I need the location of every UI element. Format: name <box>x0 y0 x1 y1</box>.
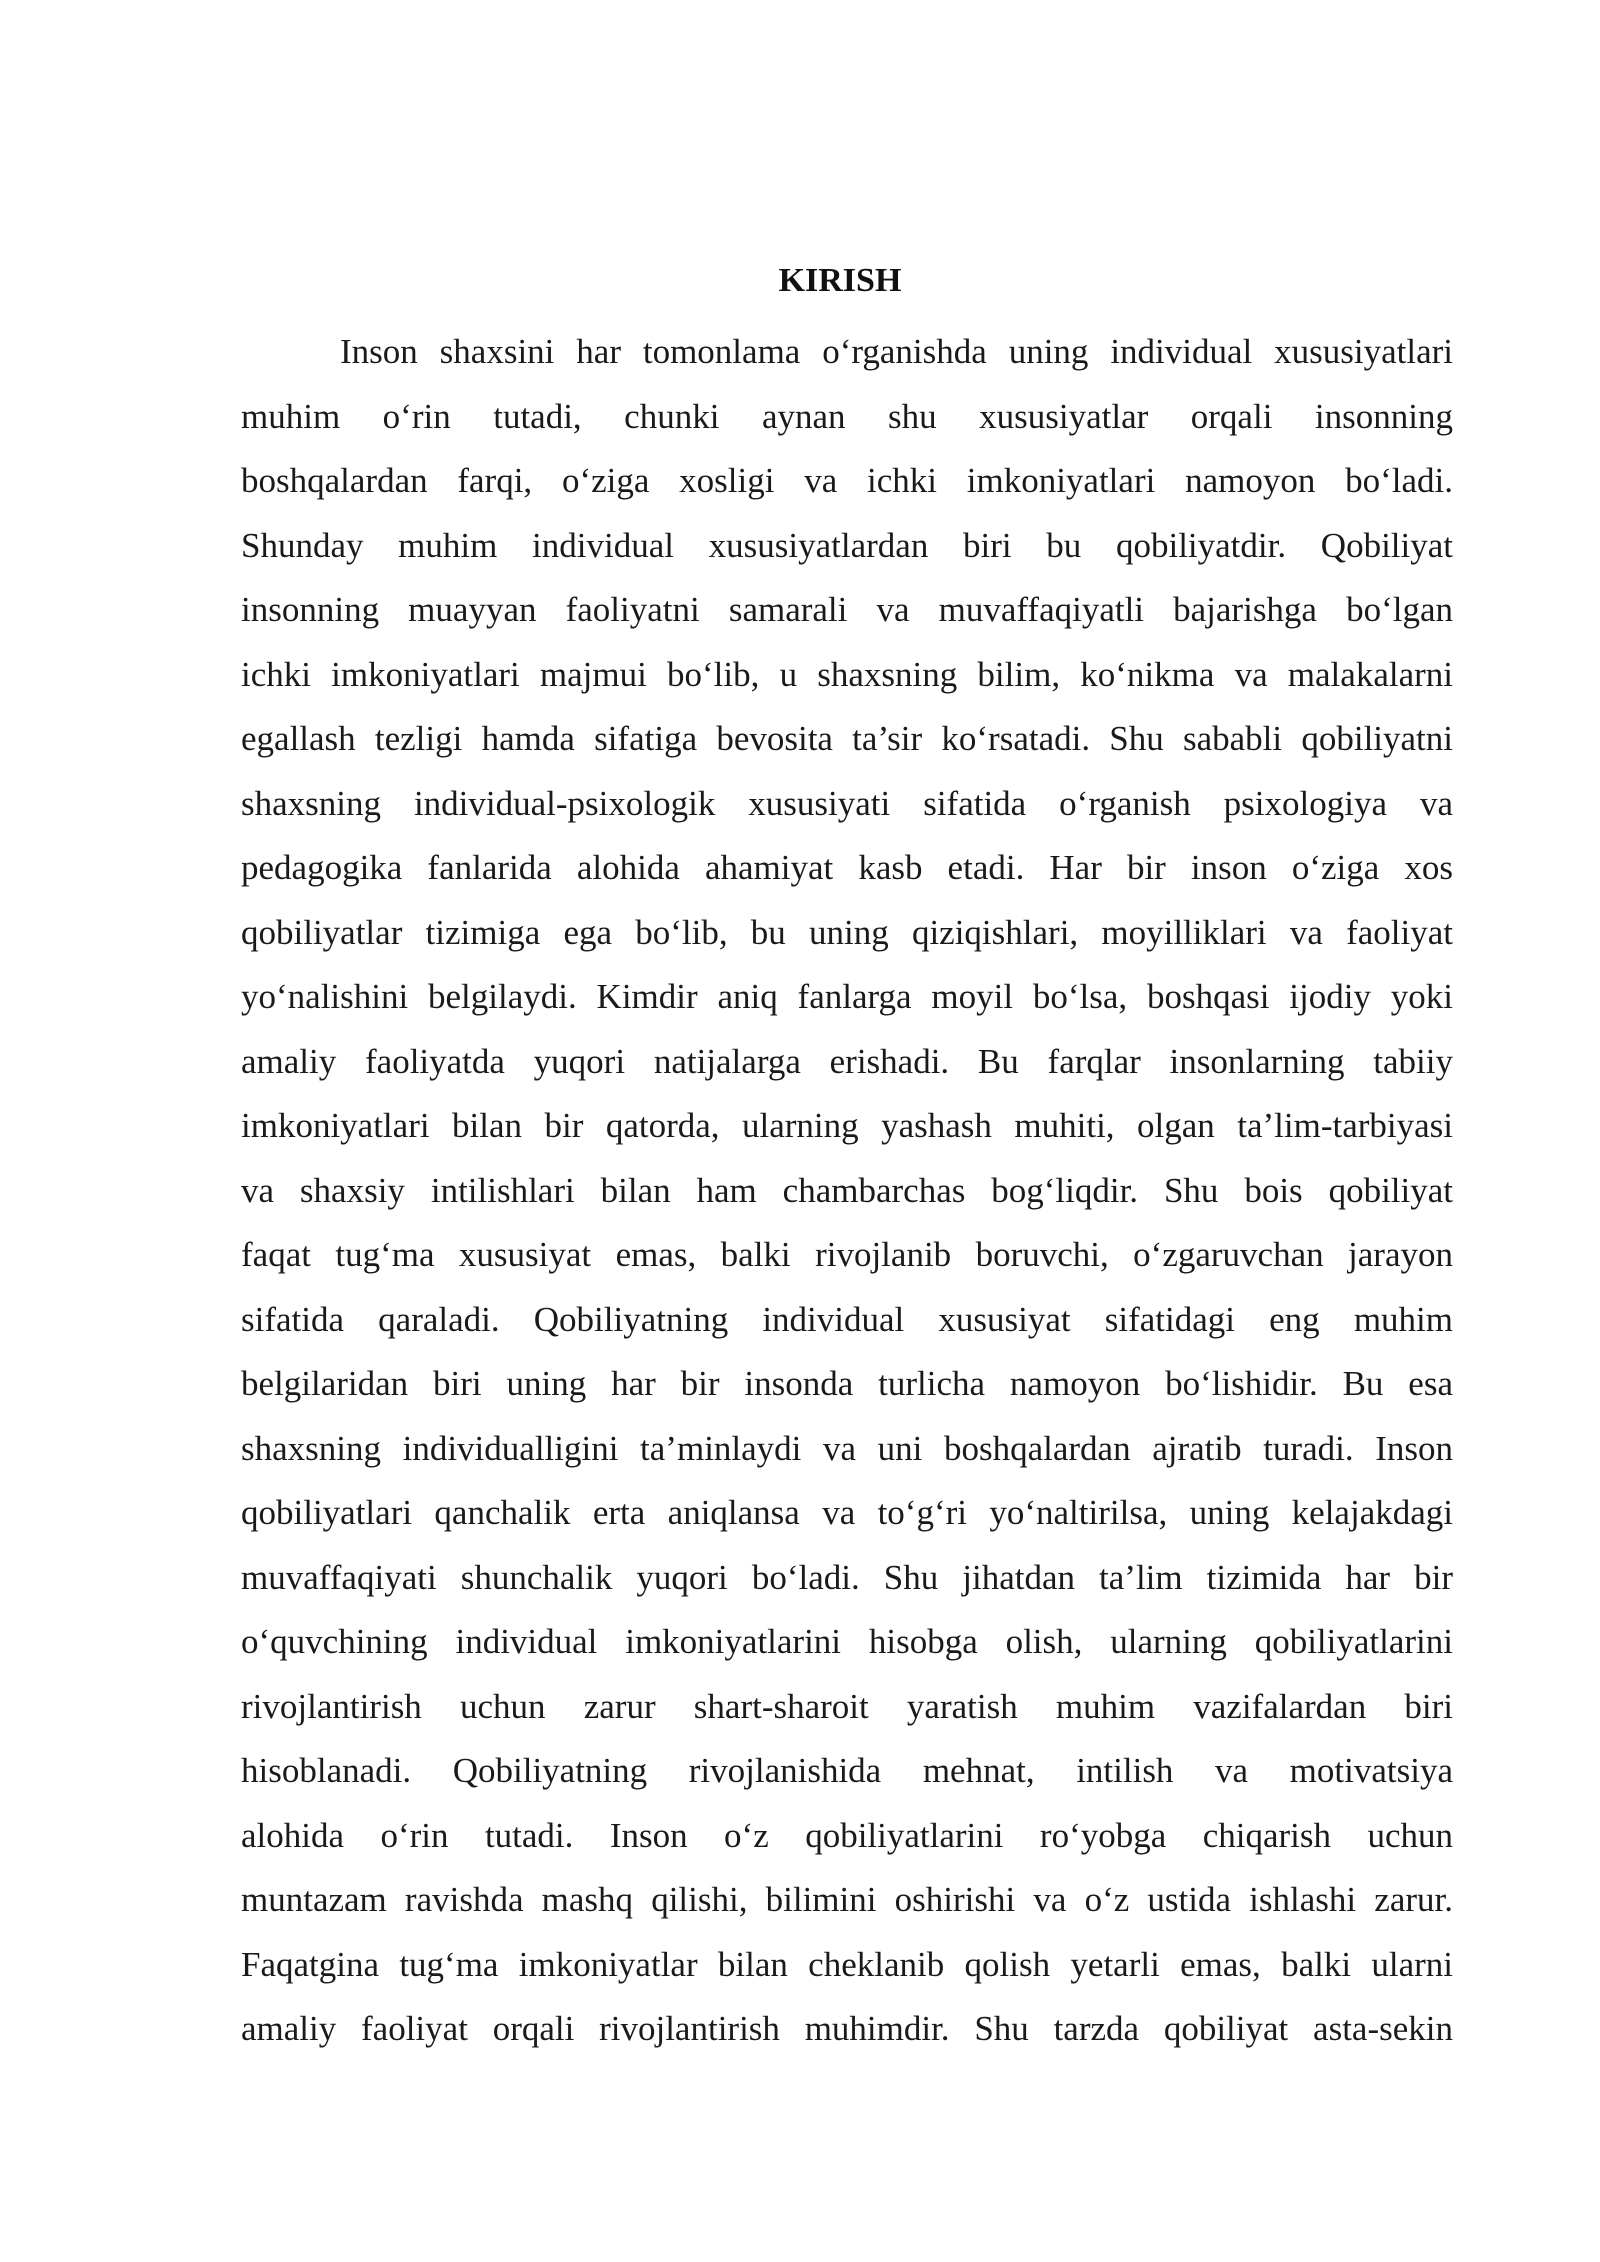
paragraph-line: muntazam ravishda mashq qilishi, bilimini oshirishi va o‘z ustida ishlashi zarur. <box>241 1880 1453 1919</box>
paragraph-line: hisoblanadi. Qobiliyatning rivojlanishida mehnat, intilish va motivatsiya <box>241 1751 1453 1790</box>
paragraph-line: pedagogika fanlarida alohida ahamiyat kasb etadi. Har bir inson o‘ziga xos <box>241 848 1453 887</box>
paragraph-line: imkoniyatlari bilan bir qatorda, ularning yashash muhiti, olgan ta’lim-tarbiyasi <box>241 1106 1453 1145</box>
paragraph-line: muvaffaqiyati shunchalik yuqori bo‘ladi. Shu jihatdan ta’lim tizimida har bir <box>241 1557 1453 1597</box>
paragraph-line: Inson shaxsini har tomonlama o‘rganishda uning individual xususiyatlari <box>340 332 1453 371</box>
paragraph-line: sifatida qaraladi. Qobiliyatning individual xususiyat sifatidagi eng muhim <box>241 1299 1453 1339</box>
paragraph-line: alohida o‘rin tutadi. Inson o‘z qobiliyatlarini ro‘yobga chiqarish uchun <box>241 1815 1453 1855</box>
paragraph-line: faqat tug‘ma xususiyat emas, balki rivojlanib boruvchi, o‘zgaruvchan jarayon <box>241 1235 1453 1274</box>
paragraph-line: egallash tezligi hamda sifatiga bevosita ta’sir ko‘rsatadi. Shu sababli qobiliyatni <box>241 719 1453 758</box>
paragraph-line: shaxsning individualligini ta’minlaydi va uni boshqalardan ajratib turadi. Inson <box>241 1428 1453 1468</box>
paragraph-line: insonning muayyan faoliyatni samarali va muvaffaqiyatli bajarishga bo‘lgan <box>241 590 1453 629</box>
paragraph-line: amaliy faoliyat orqali rivojlantirish muhimdir. Shu tarzda qobiliyat asta-sekin <box>241 2009 1453 2048</box>
paragraph-line: va shaxsiy intilishlari bilan ham chambarchas bog‘liqdir. Shu bois qobiliyat <box>241 1170 1453 1210</box>
paragraph-line: yo‘nalishini belgilaydi. Kimdir aniq fanlarga moyil bo‘lsa, boshqasi ijodiy yoki <box>241 977 1453 1016</box>
paragraph-line: Shunday muhim individual xususiyatlardan biri bu qobiliyatdir. Qobiliyat <box>241 525 1453 565</box>
body-paragraph <box>241 320 1453 2062</box>
paragraph-line: rivojlantirish uchun zarur shart-sharoit yaratish muhim vazifalardan biri <box>241 1686 1453 1726</box>
paragraph-line: Faqatgina tug‘ma imkoniyatlar bilan cheklanib qolish yetarli emas, balki ularni <box>241 1944 1453 1984</box>
page-heading: KIRISH <box>778 262 902 299</box>
paragraph-line: o‘quvchining individual imkoniyatlarini hisobga olish, ularning qobiliyatlarini <box>241 1622 1453 1661</box>
paragraph-line: ichki imkoniyatlari majmui bo‘lib, u shaxsning bilim, ko‘nikma va malakalarni <box>241 654 1453 694</box>
paragraph-line: boshqalardan farqi, o‘ziga xosligi va ichki imkoniyatlari namoyon bo‘ladi. <box>241 461 1453 500</box>
paragraph-line: qobiliyatlar tizimiga ega bo‘lib, bu uning qiziqishlari, moyilliklari va faoliyat <box>241 912 1453 952</box>
paragraph-line: belgilaridan biri uning har bir insonda turlicha namoyon bo‘lishidir. Bu esa <box>241 1364 1453 1403</box>
paragraph-line: qobiliyatlari qanchalik erta aniqlansa va to‘g‘ri yo‘naltirilsa, uning kelajakdagi <box>241 1493 1453 1532</box>
paragraph-line: amaliy faoliyatda yuqori natijalarga erishadi. Bu farqlar insonlarning tabiiy <box>241 1041 1453 1081</box>
paragraph-line: shaxsning individual-psixologik xususiyati sifatida o‘rganish psixologiya va <box>241 783 1453 823</box>
paragraph-line: muhim o‘rin tutadi, chunki aynan shu xususiyatlar orqali insonning <box>241 396 1453 436</box>
